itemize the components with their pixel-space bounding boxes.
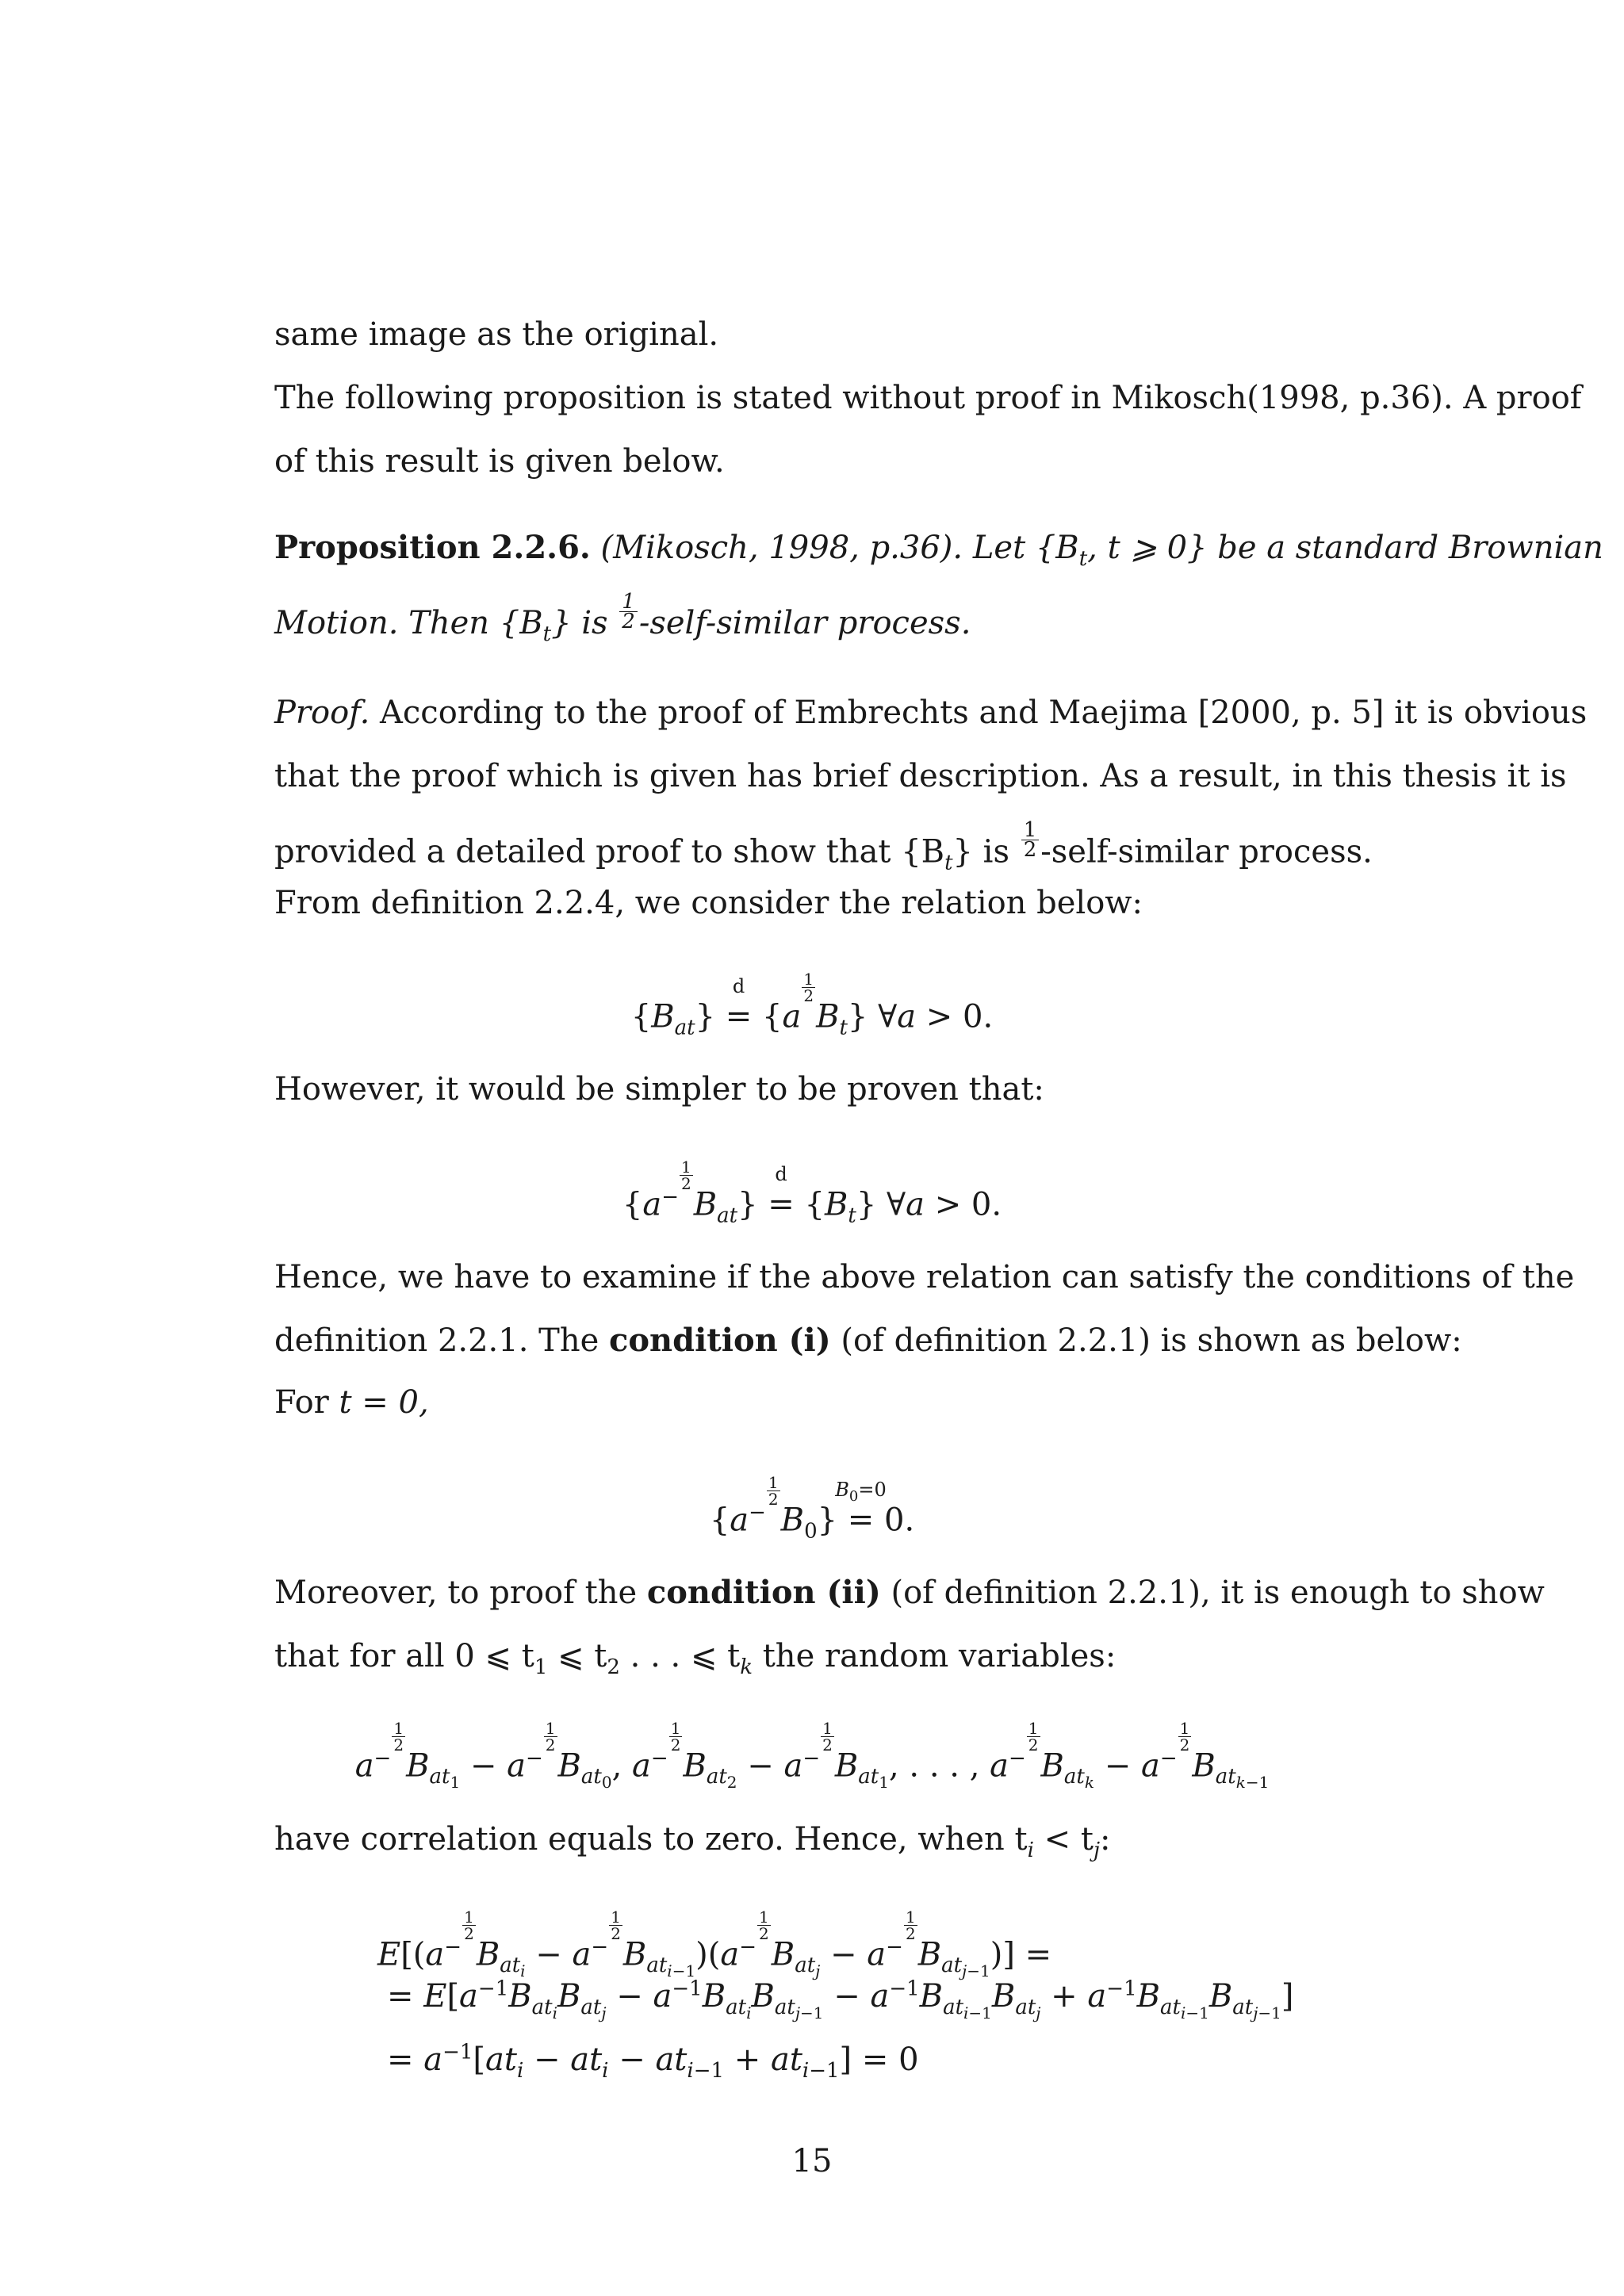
page-number: 15: [791, 2143, 833, 2179]
proof-line-4: From definition 2.2.4, we consider the relation below:: [274, 885, 1143, 921]
equation-1: $\{B_{at}\}$ d = {a $^{\frac{1}{2}}$ $B_t$} ∀a > 0.: [630, 970, 994, 1040]
equation-5: $E[(a^{- \frac{1}{2}}$ $B_{at_i} - a^{- \frac{1}{2}}$ $B_{at_{i-1}})(a^{- \frac{1}{2}}$ $B_{at_j} - a^{- \frac{1}{2}}$ $B_{at_{j-1}}$)] =: [377, 1908, 1052, 1981]
proposition-citation: (Mikosch, 1998, p.36).: [600, 530, 963, 566]
proof-line-9: Moreover, to proof the condition (ii) (of definition 2.2.1), it is enough to show: [274, 1574, 1545, 1611]
equation-4: $a^{- \frac{1}{2}}$ $B_{at_1} - a^{- \frac{1}{2}}$ $B_{at_0}$, $a^{- \frac{1}{2}}$ $B_{at_2} - a^{- \frac{1}{2}}$ $B_{at_1}$, . . . , $a^{- \frac{1}{2}}$ $B_{at_k} - a^{- \frac{1}{2}}$ $B_{at_{k-1}}$: [354, 1719, 1270, 1793]
proof-line-8: For t = 0,: [274, 1384, 429, 1421]
proof-line-11: have correlation equals to zero. Hence, when $t_i < t_j$:: [274, 1821, 1111, 1862]
proposition-text: Let {B: [972, 530, 1079, 566]
proof-line-1: Proof. According to the proof of Embrechts and Maejima [2000, p. 5] it is obvious: [274, 695, 1588, 731]
proof-line-3: provided a detailed proof to show that $\{B_t\}$ is $\frac{1}{2}$ -self-similar process.: [274, 818, 1373, 875]
equation-2: {$a^{- \frac{1}{2}}$ $B_{at}$} d = $\{B_t\}$ ∀a > 0.: [622, 1158, 1002, 1228]
equation-7: = $a^{-1}[at_i - at_i - at_{i-1} + at_{i-1}] = 0$: [387, 2040, 919, 2083]
equation-6: = $E[a^{-1}B_{at_i}B_{at_j} - a^{-1}B_{at_i}B_{at_{j-1}} - a^{-1}B_{at_{i-1}}B_{at_j} + a^{-1}B_{at_{i-1}}B_{at_{j-1}}]$: [387, 1976, 1294, 2023]
proof-line-6: Hence, we have to examine if the above relation can satisfy the conditions of the: [274, 1259, 1575, 1295]
proof-label: Proof.: [274, 695, 370, 731]
proposition-label: Proposition 2.2.6.: [274, 529, 591, 566]
proposition-line-1: Proposition 2.2.6. (Mikosch, 1998, p.36). Let {$B_t$, t ⩾ 0} be a standard Brownian: [274, 529, 1603, 571]
equation-3: {$a^{- \frac{1}{2}}$ $B_0$} $B_0=0$ = 0.: [709, 1473, 915, 1544]
fraction-half: $\frac{1}{2}$: [1021, 821, 1040, 859]
paragraph-line: The following proposition is stated without proof in Mikosch(1998, p.36). A proof: [274, 380, 1582, 416]
condition-i-label: condition (i): [608, 1322, 831, 1359]
paragraph-line: of this result is given below.: [274, 443, 725, 480]
fraction-half: $\frac{1}{2}$: [619, 592, 638, 631]
proof-line-10: that for all 0 ⩽ $t_1$ ⩽ $t_2$ . . . ⩽ $t_k$ the random variables:: [274, 1638, 1116, 1679]
paragraph-line: same image as the original.: [274, 316, 719, 353]
proof-line-2: that the proof which is given has brief description. As a result, in this thesis it is: [274, 758, 1567, 794]
proof-line-5: However, it would be simpler to be proven that:: [274, 1071, 1044, 1108]
proposition-line-2: Motion. Then $\{B_t\}$ is $\frac{1}{2}$ -self-similar process.: [274, 590, 971, 647]
condition-ii-label: condition (ii): [646, 1574, 881, 1611]
proof-line-7: definition 2.2.1. The condition (i) (of definition 2.2.1) is shown as below:: [274, 1322, 1462, 1359]
